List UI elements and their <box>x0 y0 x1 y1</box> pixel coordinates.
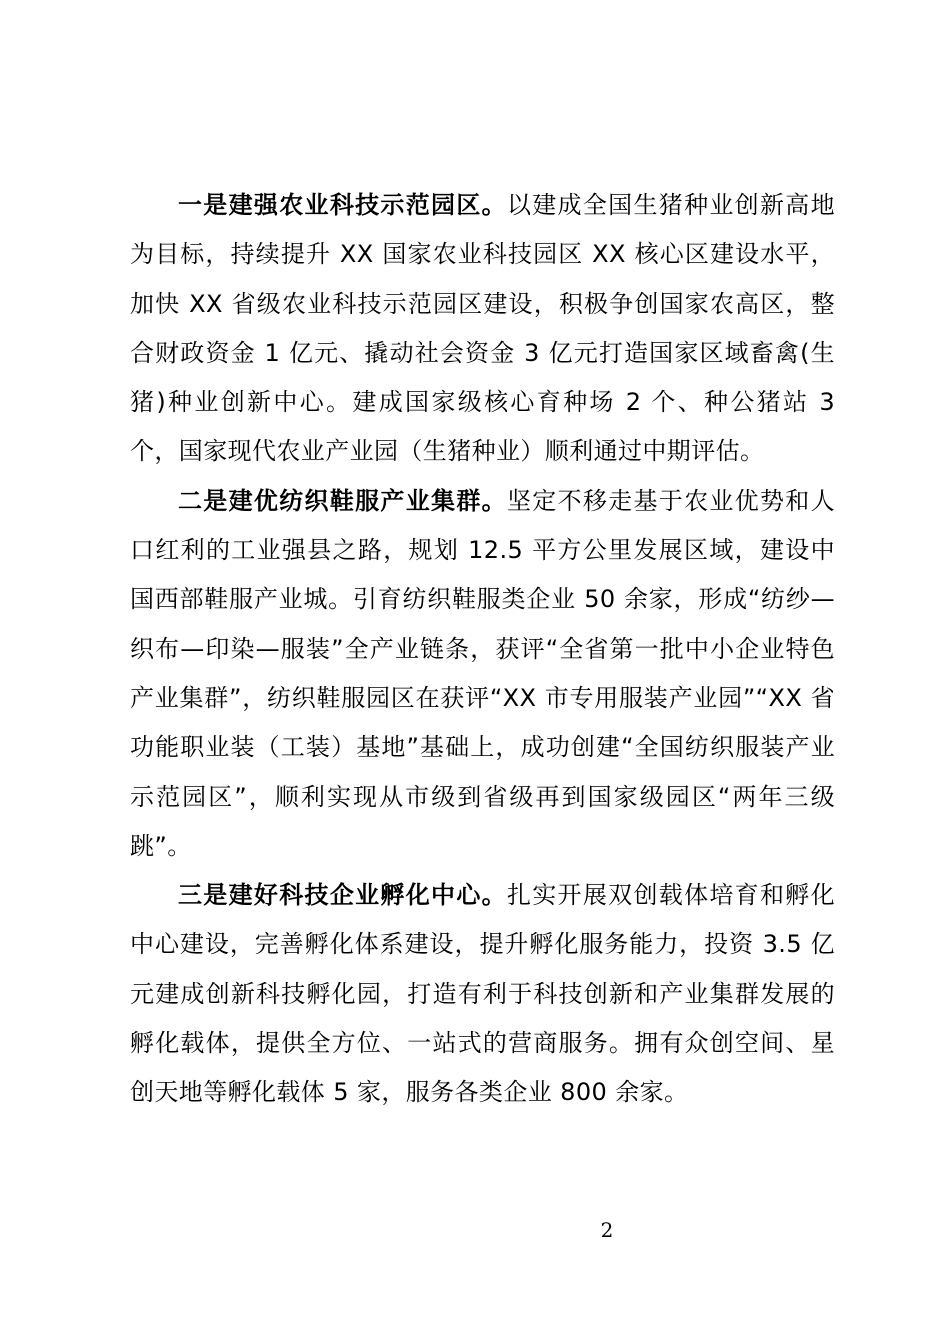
paragraph-body: 坚定不移走基于农业优势和人口红利的工业强县之路，规划 12.5 平方公里发展区域，建设中国西部鞋服产业城。引育纺织鞋服类企业 50 余家，形成“纺纱—织布—印染—服装”全产业链条，获评“全省第一批中小企业特色产业集群”，纺织鞋服园区在获评“XX 市专用服装产业园”“XX 省功能职业装（工装）基地”基础上，成功创建“全国纺织服装产业示范园区”，顺利实现从市级到省级再到国家级园区“两年三级跳”。 <box>130 486 835 860</box>
paragraph-lead: 一是建强农业科技示范园区。 <box>178 191 507 219</box>
paragraph-lead: 二是建优纺织鞋服产业集群。 <box>178 486 507 515</box>
paragraph-textile-cluster <box>130 477 835 871</box>
page-number: 2 <box>600 1218 614 1242</box>
paragraph-lead: 三是建好科技企业孵化中心。 <box>178 881 507 910</box>
document-body <box>130 181 835 1118</box>
paragraph-body: 以建成全国生猪种业创新高地为目标，持续提升 XX 国家农业科技园区 XX 核心区建设水平，加快 XX 省级农业科技示范园区建设，积极争创国家农高区，整合财政资金 1 亿元、撬动社会资金 3 亿元打造国家区域畜禽(生猪)种业创新中心。建成国家级核心育种场 2 个、种公猪站 3 个，国家现代农业产业园（生猪种业）顺利通过中期评估。 <box>130 191 835 466</box>
paragraph-incubation-center <box>130 871 835 1117</box>
paragraph-agri-park <box>130 181 835 477</box>
paragraph-body: 扎实开展双创载体培育和孵化中心建设，完善孵化体系建设，提升孵化服务能力，投资 3.5 亿元建成创新科技孵化园，打造有利于科技创新和产业集群发展的孵化载体，提供全方位、一站式的营商服务。拥有众创空间、星创天地等孵化载体 5 家，服务各类企业 800 余家。 <box>130 881 835 1107</box>
